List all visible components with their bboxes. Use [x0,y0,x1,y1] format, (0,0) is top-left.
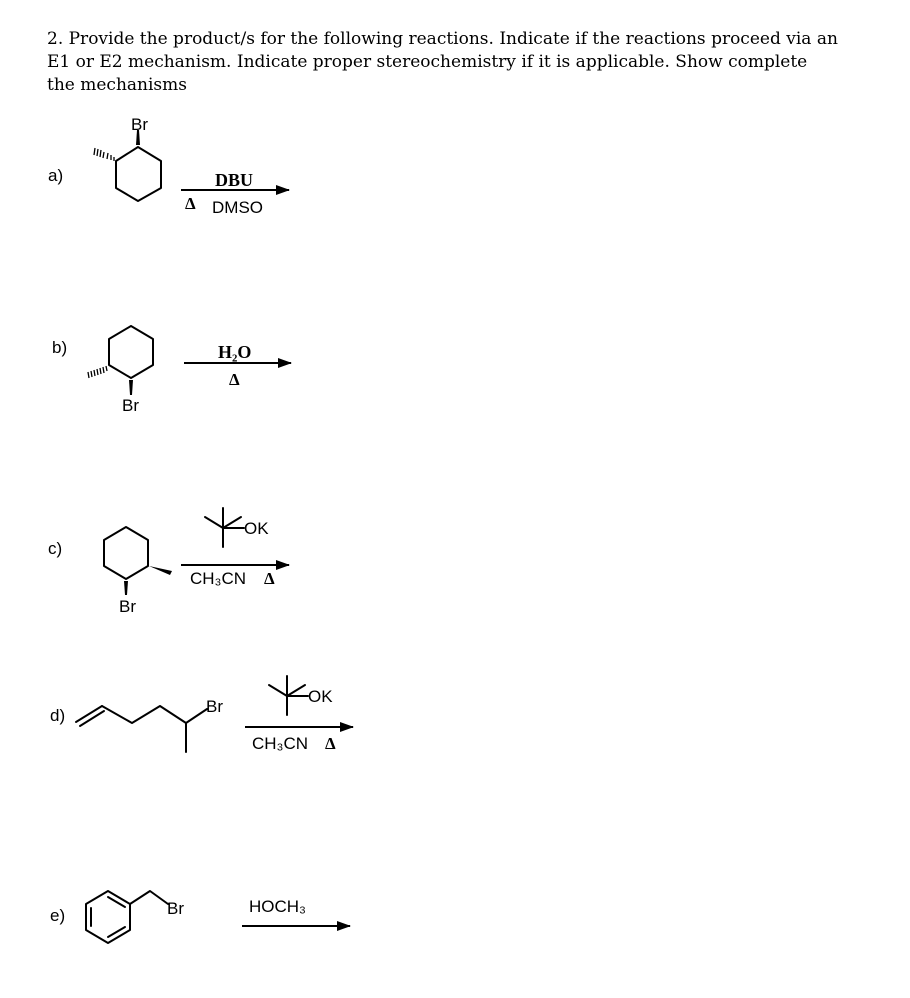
reaction-e [50,891,350,943]
benzene-double-bonds-e [91,897,125,937]
bromine-d: Br [206,697,223,716]
wedge-bond-c [124,581,128,595]
reagent-a-bottom: DMSO [212,198,263,217]
reaction-b [52,326,291,415]
reaction-a [48,115,289,217]
reagent-d-top: OK [308,687,333,706]
reagent-c-delta: Δ [264,569,275,588]
reagent-a-delta: Δ [185,194,196,213]
question-line-3: the mechanisms [47,75,187,95]
cyclohexane-ring-c [104,527,148,579]
question-line-1: 2. Provide the product/s for the following reactions. Indicate if the reactions proceed via an [47,29,838,49]
label-d: d) [50,706,66,725]
bromine-c: Br [119,597,136,616]
benzyl-chain-e [130,891,168,904]
wedge-methyl-c [149,566,172,575]
reaction-d [50,676,353,753]
reaction-c [48,508,289,616]
cyclohexane-ring-b [109,326,153,378]
benzene-ring-e [86,891,130,943]
reagent-b-top: H₂O [218,342,252,362]
reagent-b-bottom: Δ [229,370,240,389]
tbutyl-c [205,508,244,547]
bromine-a: Br [131,115,148,134]
cyclohexane-ring-a [116,147,161,201]
reagent-d-delta: Δ [325,734,336,753]
hash-bond-b [88,366,107,378]
hash-bond-a [94,148,114,161]
tbutyl-d [269,676,308,715]
label-e: e) [50,906,66,925]
reagent-e-top: HOCH₃ [249,897,306,916]
label-b: b) [52,338,68,357]
reagent-c-top: OK [244,519,269,538]
bromine-e: Br [167,899,184,918]
wedge-bond-b [129,380,133,395]
label-c: c) [48,539,63,558]
reagent-d-bottom: CH₃CN [252,734,309,753]
reagent-c-bottom: CH₃CN [190,569,247,588]
label-a: a) [48,166,64,185]
reagent-a-top: DBU [215,170,254,190]
question-line-2: E1 or E2 mechanism. Indicate proper stereochemistry if it is applicable. Show complete [47,52,808,72]
alkene-chain-d [76,706,207,752]
bromine-b: Br [122,396,139,415]
